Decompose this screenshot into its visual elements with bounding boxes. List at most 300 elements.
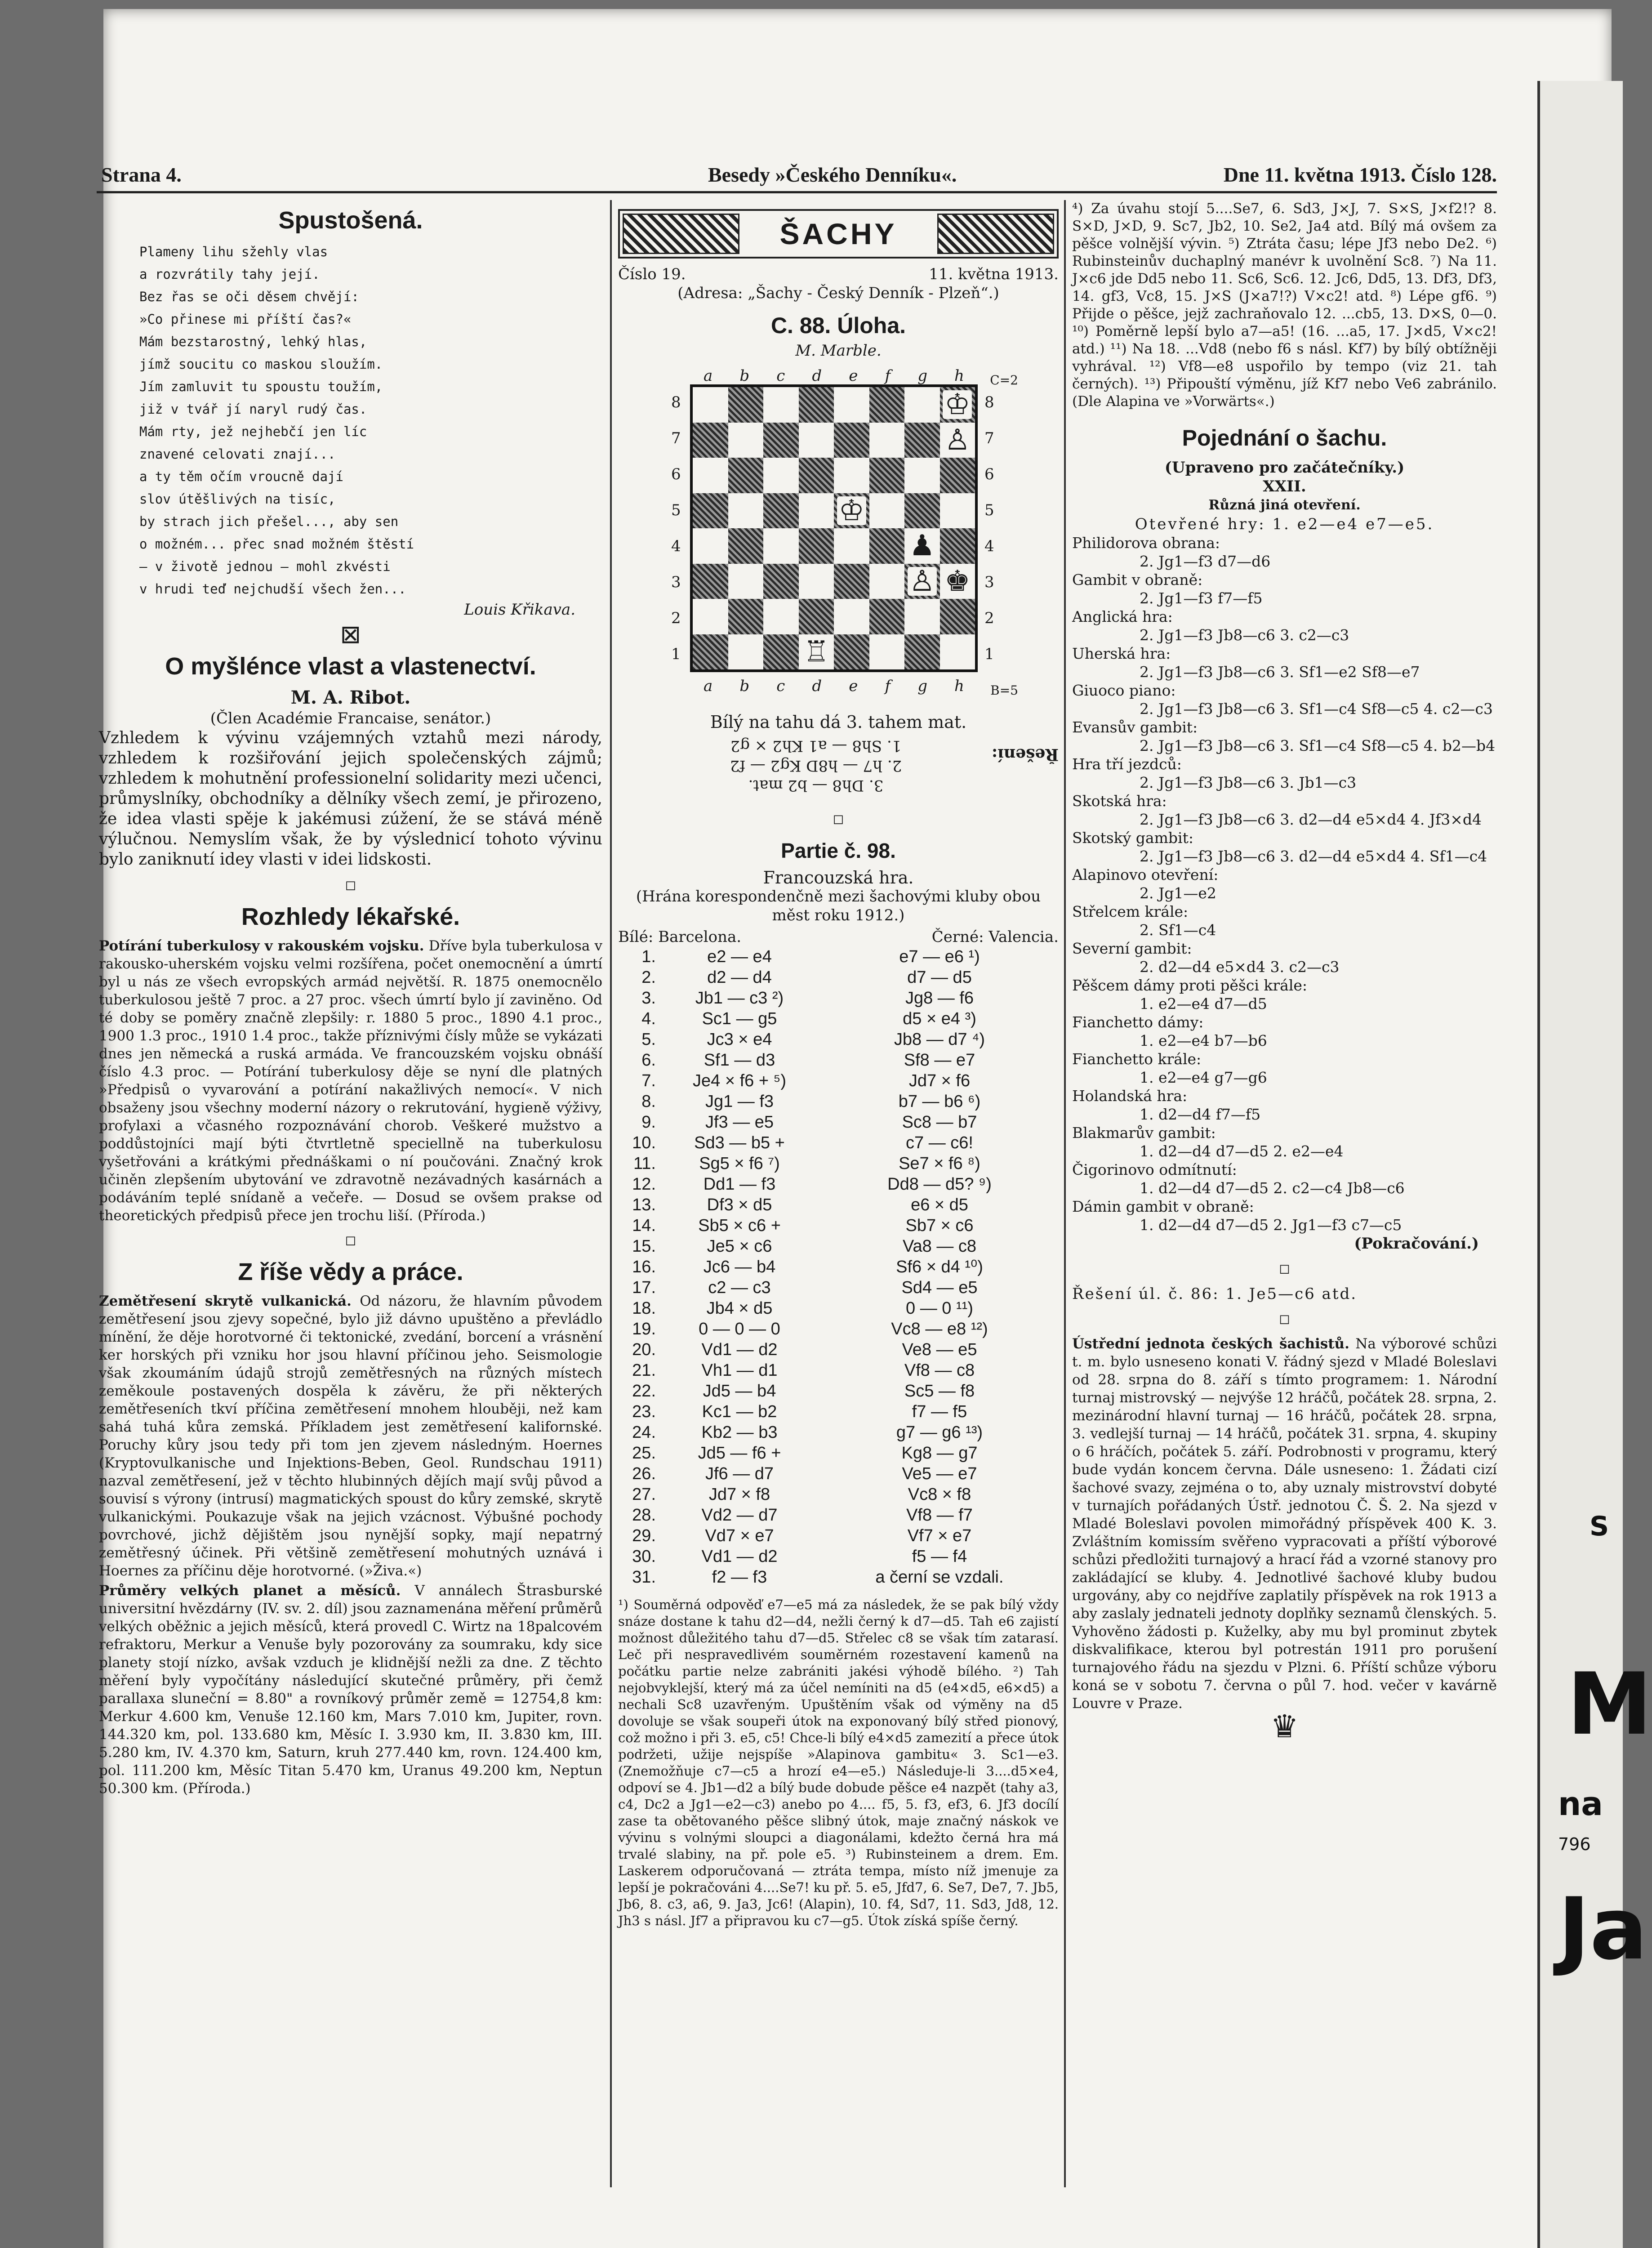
white-move: Vd1 — d2 xyxy=(701,1547,778,1566)
chess-section-title: ŠACHY xyxy=(779,217,897,250)
poem-line: Jím zamluvit tu spoustu toužím, xyxy=(139,379,383,394)
move-number: 30. xyxy=(632,1547,656,1566)
file-label: d xyxy=(812,677,822,695)
opening-line: 1. e2—e4 d7—d5 xyxy=(1140,995,1267,1012)
board-square xyxy=(904,634,940,670)
opening-name: Střelcem krále: xyxy=(1072,903,1189,920)
article-body xyxy=(99,1292,602,1580)
solution-lines xyxy=(672,736,960,795)
board-square xyxy=(940,458,975,493)
board-square xyxy=(834,423,869,458)
opening-name: Fianchetto krále: xyxy=(1072,1050,1202,1068)
file-label: f xyxy=(885,367,891,385)
black-move: Vc8 × f8 xyxy=(908,1485,971,1504)
board-square xyxy=(728,493,764,529)
opening-line: 2. Sf1—c4 xyxy=(1140,921,1216,939)
opening-line: 2. Jg1—f3 f7—f5 xyxy=(1140,589,1263,607)
poem-line: by strach jich přešel..., aby sen xyxy=(139,514,399,529)
file-label: g xyxy=(917,677,927,695)
move-number: 21. xyxy=(632,1361,656,1380)
opening-name: Pěšcem dámy proti pěšci krále: xyxy=(1072,977,1308,994)
move-number: 25. xyxy=(632,1444,656,1463)
board-square xyxy=(869,528,905,564)
black-move: a černí se vzdali. xyxy=(875,1568,1004,1587)
game-title: Partie č. 98. xyxy=(781,839,896,862)
move-number: 15. xyxy=(632,1237,656,1256)
move-row xyxy=(618,1360,1059,1381)
file-label: h xyxy=(954,367,964,385)
rank-label: 4 xyxy=(671,537,681,555)
white-move: e2 — e4 xyxy=(707,947,772,966)
white-move: Jd5 — f6 + xyxy=(698,1444,781,1463)
poem-line: jímž soucitu co maskou sloužím. xyxy=(139,357,383,372)
board-square xyxy=(869,564,905,599)
rank-label: 6 xyxy=(671,465,681,483)
board-square xyxy=(763,599,799,634)
board-square xyxy=(904,493,940,529)
strip-fragment: M xyxy=(1567,1655,1652,1754)
black-piece-count: C=2 xyxy=(990,373,1018,388)
article-affiliation: (Člen Académie Francaise, senátor.) xyxy=(210,709,491,727)
article-lead: Potírání tuberkulosy v rakouském vojsku. xyxy=(99,938,424,954)
black-move: e6 × d5 xyxy=(911,1195,968,1214)
openings-list xyxy=(1072,534,1497,1234)
rank-label: 3 xyxy=(671,573,681,591)
column-divider xyxy=(1064,200,1066,2187)
move-number: 19. xyxy=(632,1320,656,1338)
black-move: Kg8 — g7 xyxy=(901,1444,978,1463)
lesson-section: Různá jiná otevření. xyxy=(1208,497,1361,513)
move-row xyxy=(618,1401,1059,1422)
opening-line: 2. Jg1—f3 Jb8—c6 3. d2—d4 e5×d4 4. Jf3×d4 xyxy=(1140,811,1482,828)
opening-name: Giuoco piano: xyxy=(1072,682,1176,699)
rank-label: 4 xyxy=(984,537,994,555)
rank-label: 7 xyxy=(984,429,994,447)
crown-icon: ♛ xyxy=(1270,1708,1299,1745)
board-square xyxy=(940,493,975,529)
black-move: Ve5 — e7 xyxy=(902,1464,977,1483)
board-square xyxy=(869,634,905,670)
article-body: Vzhledem k vývinu vzájemných vztahů mezi národy, vzhledem k rozšiřování jejich společenských zájmů; vzhledem k mohutnění professionelní solidarity mezi učenci, průmyslníky, obchodníky a dělníky všech zemí, je přirozeno, že idea vlasti spěje k jakémusi zúžení, že se stává méně výlučnou. Nemyslím však, že by výslednicí tohoto vývinu bylo zaniknutí idey vlasti v idei lidskosti. xyxy=(99,729,602,869)
move-row xyxy=(618,967,1059,988)
move-row xyxy=(618,1381,1059,1401)
black-move: Jg8 — f6 xyxy=(905,989,974,1008)
board-files-top xyxy=(690,366,978,385)
opening-line: 2. Jg1—f3 Jb8—c6 3. Jb1—c3 xyxy=(1140,774,1357,791)
white-move: Vd2 — d7 xyxy=(701,1506,778,1525)
file-label: h xyxy=(954,677,964,695)
game-opening: Francouzská hra. xyxy=(763,868,914,888)
black-move: Vf8 — c8 xyxy=(904,1361,975,1380)
article-lead: Zemětřesení skrytě vulkanická. xyxy=(99,1293,352,1309)
black-move: c7 — c6! xyxy=(906,1133,973,1152)
article-title: Z říše vědy a práce. xyxy=(238,1258,463,1285)
board-ranks-right xyxy=(984,384,994,672)
file-label: f xyxy=(885,677,891,695)
black-move: Sd4 — e5 xyxy=(901,1278,978,1297)
move-row xyxy=(618,1339,1059,1360)
move-row xyxy=(618,988,1059,1008)
game-note: (Hrána korespondenčně mezi šachovými kluby obou měst roku 1912.) xyxy=(636,888,1041,924)
poem-line: v hrudi teď nejchudší všech žen... xyxy=(139,581,406,597)
poem-author: Louis Křikava. xyxy=(464,601,575,619)
move-row xyxy=(618,1174,1059,1195)
article-body xyxy=(99,937,602,1225)
board-square xyxy=(799,564,834,599)
chess-piece-icon: ♚ xyxy=(943,567,972,596)
chess-issue-row xyxy=(618,265,1059,284)
white-player: Bílé: Barcelona. xyxy=(618,928,742,946)
opening-line: 1. d2—d4 d7—d5 2. c2—c4 Jb8—c6 xyxy=(1140,1179,1405,1197)
board-square xyxy=(834,528,869,564)
column-divider xyxy=(610,200,612,2187)
poem-line: o možném... přec snad možném štěstí xyxy=(139,536,414,552)
opening-name: Anglická hra: xyxy=(1072,608,1173,625)
move-number: 13. xyxy=(632,1195,656,1214)
opening-name: Severní gambit: xyxy=(1072,940,1192,957)
article-text: Od názoru, že hlavním původem zemětřesení jsou zjevy sopečné, bylo již dávno upuštěno a převládlo mínění, že děje horotvorné či tektonické, zvedání, borcení a vrásnění ker horských při vzniku hor jsou hlavní příčinou jeho. Seismologie však zkoumáním údajů strojů zemětřesných na různých místech zeměkoule postavených dospěla k závěru, že při některých zemětřeseních tkví příčina zemětřesení mnohem hlouběji, než kam sahá tuhá kůra zemská. Příkladem jest zemětřesení kalifornské. Poruchy kůry jsou tedy při tom jen zjevem následným. Hoernes (Kryptovulkanische und Injektions-Beben, Geol. Rundschau 1911) nazval zemětřesení, jež v těchto hlubinných dějích mají svůj původ a souvisí s výrony (intrusí) magmatických spoust do kůry zemské, skrytě vulkanickými. Poukazuje však na jejich vzácnost. Výbušné pochody povrchové, jichž dějištěm jsou nynější sopky, mají nepatrný zemětřesný účinek. Při většině zemětřesení mohutných uznává i Hoernes za příčinu děje horotvorné. (»Živa.«) xyxy=(99,1293,602,1579)
board-square xyxy=(940,423,975,458)
move-number: 24. xyxy=(632,1423,656,1442)
move-row xyxy=(618,1215,1059,1236)
board-square xyxy=(940,387,975,423)
lesson-number: XXII. xyxy=(1263,477,1306,495)
black-move: g7 — g6 ¹³) xyxy=(896,1423,983,1442)
move-number: 29. xyxy=(632,1526,656,1545)
rank-label: 7 xyxy=(671,429,681,447)
white-move: c2 — c3 xyxy=(708,1278,771,1297)
board-square xyxy=(763,634,799,670)
board-square xyxy=(693,528,728,564)
move-row xyxy=(618,1546,1059,1567)
move-number: 9. xyxy=(641,1113,656,1132)
board-square xyxy=(763,528,799,564)
chess-issue-date: 11. května 1913. xyxy=(929,265,1059,283)
black-move: Vf7 × e7 xyxy=(907,1526,972,1545)
board-square xyxy=(940,528,975,564)
black-move: Jd7 × f6 xyxy=(908,1071,971,1090)
board-square xyxy=(693,634,728,670)
board-square xyxy=(728,634,764,670)
rank-label: 5 xyxy=(984,501,994,519)
white-move: Sd3 — b5 + xyxy=(694,1133,785,1152)
move-row xyxy=(618,1422,1059,1443)
move-row xyxy=(618,1567,1059,1588)
file-label: b xyxy=(739,367,750,385)
board-square xyxy=(728,458,764,493)
white-move: Sg5 × f6 ⁷) xyxy=(699,1154,780,1173)
rank-label: 6 xyxy=(984,465,994,483)
file-label: b xyxy=(739,677,750,695)
adjacent-page-strip xyxy=(1537,81,1652,2248)
board-square xyxy=(869,423,905,458)
white-move: Jb1 — c3 ²) xyxy=(695,989,784,1008)
opening-name: Alapinovo otevření: xyxy=(1072,866,1219,883)
separator: ◻ xyxy=(833,811,844,827)
white-move: Kb2 — b3 xyxy=(701,1423,778,1442)
solution-label: Řešení: xyxy=(991,745,1059,764)
white-move: Jc3 × e4 xyxy=(707,1030,772,1049)
opening-line: 2. Jg1—f3 Jb8—c6 3. d2—d4 e5×d4 4. Sf1—c4 xyxy=(1140,847,1487,865)
strip-fragment: Ja xyxy=(1558,1879,1648,1979)
opening-name: Evansův gambit: xyxy=(1072,718,1198,736)
black-move: f7 — f5 xyxy=(912,1402,967,1421)
white-move: Jf6 — d7 xyxy=(705,1464,774,1483)
chess-piece-icon: ♔ xyxy=(837,496,866,525)
black-move: Ve8 — e5 xyxy=(902,1340,977,1359)
black-move: Sf8 — e7 xyxy=(904,1051,975,1070)
black-move: Sc8 — b7 xyxy=(902,1113,977,1132)
lesson-title: Pojednání o šachu. xyxy=(1182,425,1387,450)
board-square xyxy=(799,387,834,423)
game-notes-continued: ⁴) Za úvahu stojí 5....Se7, 6. Sd3, J×J, 7. S×S, J×f2!? 8. S×D, J×D, 9. Sc7, Jb2, 10. Se2, Ja4 atd. Bílý má ovšem za pěšce volnější vývin. ⁵) Ztráta času; lépe Jf3 nebo De2. ⁶) Rubinsteinův duchaplný manévr k uvolnění Sc8. ⁷) Na 11. J×c6 jde Dd5 nebo 11. Sc6, Sc6. 12. Jc6, Dd5, 13. Df3, Df3, 14. gf3, Vc8, 15. J×S (J×a7!?) V×c2! atd. ⁸) Lépe gf6. ⁹) Přijde o pěšce, jejž zachraňovalo 12. ...cb5, 13. D×S, 0—0. ¹⁰) Poměrně lepší bylo a7—a5! (16. ...a5, 17. J×d5, V×c2! atd.) ¹¹) Na 18. ...Vd8 (nebo f6 s násl. Kf7) by bílý obtížněji vyhrával. ¹²) Vf8—e8 uspořilo by tempo (viz 21. tah černých). ¹³) Připouští výměnu, jíž Kf7 nebo Ve6 zabránilo. (Dle Alapina ve »Vorwärts«.) xyxy=(1072,201,1497,410)
black-move: Va8 — c8 xyxy=(902,1237,977,1256)
board-square xyxy=(763,458,799,493)
black-move: b7 — b6 ⁶) xyxy=(898,1092,981,1111)
move-row xyxy=(618,1050,1059,1070)
board-square xyxy=(693,387,728,423)
move-number: 2. xyxy=(641,968,656,987)
chess-diagram xyxy=(668,366,1018,713)
board-square xyxy=(693,423,728,458)
board-square xyxy=(799,423,834,458)
article-body xyxy=(99,1582,602,1798)
black-move: Sc5 — f8 xyxy=(904,1382,975,1401)
move-number: 10. xyxy=(632,1133,656,1152)
rank-label: 5 xyxy=(671,501,681,519)
strip-fragment: S xyxy=(1590,1511,1609,1542)
rank-label: 8 xyxy=(671,393,681,411)
board-square xyxy=(940,564,975,599)
board-square xyxy=(799,528,834,564)
chess-board xyxy=(690,384,978,672)
move-number: 6. xyxy=(641,1051,656,1070)
opening-line: 2. Jg1—f3 Jb8—c6 3. Sf1—c4 Sf8—c5 4. c2—c3 xyxy=(1140,700,1493,718)
move-number: 31. xyxy=(632,1568,656,1587)
poem-line: slov útěšlivých na tisíc, xyxy=(139,491,336,507)
move-row xyxy=(618,1277,1059,1298)
board-square xyxy=(869,493,905,529)
poem-line: Plameny lihu sžehly vlas xyxy=(139,244,328,259)
move-row xyxy=(618,1236,1059,1257)
problem-86-solution: Řešení úl. č. 86: 1. Je5—c6 atd. xyxy=(1072,1285,1358,1303)
black-move: Sb7 × c6 xyxy=(905,1216,974,1235)
board-square xyxy=(728,599,764,634)
game-notes: ¹) Souměrná odpověď e7—e5 má za následek, že se pak bílý vždy snáze dostane k tahu d2—d4, nežli černý k d7—d5. Tah e6 zajistí možnost důležitého tahu d7—d5. Střelec c8 se však tím zatarasí. Leč při nespravedlivém souměrném rozestavení kamenů na počátku partie nelze zabrániti jakési výhodě bílého. ²) Tah nejobvyklejší, který má za účel nemíniti na d5 (e4×d5, e6×d5) a nechali Sc8 uzavřeným. Upuštěním však od výměny na d5 dovoluje se však soupeři útok na exponovaný bílý střed pionový, což možno i při 3. e5, c5! Chce-li bílý e4×d5 zamezití a přece útok podržeti, užije nejspíše »Alapinova gambitu« 3. Sc1—e3. (Znemožňuje c7—c5 a hrozí e4—e5.) Následuje-li 3....d5×e4, odpoví se 4. Jb1—d2 a bílý bude dobude pěšce e4 nazpět (tahy a3, c4, Dc2 a Jg1—e2—c3) anebo po 4.... f5, 5. f3, ef3, 6. Jf3 docílí zase ta obětovaného pěšce slibný útok, maje značný náskok ve vývinu s volnými sloupci a diagonálami, kdežto černá hra má trvalé slabiny, na př. pole e5. ³) Rubinsteinem a drem. Em. Laskerem odporučovaná — ztráta tempa, místo níž jmenuje za lepší je pokračováni 4....Se7! ku př. 5. e5, Jfd7, 6. Se7, De7, 7. Jb5, Jb6, 8. c3, a6, 9. Ja3, Jc6! (Alapin), 10. f4, Sd7, 11. Sd3, Jd8, 12. Jh3 s násl. Jf7 a připravou ku c7—g5. Útok získá spíše černý. xyxy=(618,1597,1059,1928)
move-number: 17. xyxy=(632,1278,656,1297)
white-move: Dd1 — f3 xyxy=(703,1175,776,1194)
opening-name: Skotský gambit: xyxy=(1072,829,1193,847)
black-move: d5 × e4 ³) xyxy=(903,1009,976,1028)
board-square xyxy=(763,423,799,458)
board-square xyxy=(834,387,869,423)
board-square xyxy=(799,493,834,529)
black-player: Černé: Valencia. xyxy=(931,928,1059,946)
board-square xyxy=(693,564,728,599)
chess-piece-icon: ♙ xyxy=(943,426,972,455)
white-move: Jb4 × d5 xyxy=(706,1299,773,1318)
page-header xyxy=(97,157,1497,193)
board-square xyxy=(869,599,905,634)
move-number: 27. xyxy=(632,1485,656,1504)
opening-line: 2. Jg1—e2 xyxy=(1140,884,1216,902)
lesson-subtitle: (Upraveno pro začátečníky.) xyxy=(1164,459,1405,477)
board-square xyxy=(728,423,764,458)
move-number: 8. xyxy=(641,1092,656,1111)
board-square xyxy=(834,634,869,670)
move-number: 28. xyxy=(632,1506,656,1525)
black-move: Sf6 × d4 ¹⁰) xyxy=(896,1258,983,1276)
opening-line: 1. d2—d4 d7—d5 2. e2—e4 xyxy=(1140,1142,1344,1160)
board-square xyxy=(728,564,764,599)
white-move: Vd7 × e7 xyxy=(705,1526,774,1545)
chess-address: (Adresa: „Šachy - Český Denník - Plzeň“.) xyxy=(677,284,999,302)
opening-line: 2. Jg1—f3 Jb8—c6 3. Sf1—e2 Sf8—e7 xyxy=(1140,663,1420,681)
rank-label: 2 xyxy=(671,609,681,627)
move-row xyxy=(618,1443,1059,1463)
ornament-icon: ⊠ xyxy=(340,620,361,649)
separator: ◻ xyxy=(345,877,356,893)
opening-line: 1. e2—e4 g7—g6 xyxy=(1140,1069,1267,1086)
move-number: 26. xyxy=(632,1464,656,1483)
black-move: Dd8 — d5? ⁹) xyxy=(887,1175,992,1194)
white-move: Je4 × f6 + ⁵) xyxy=(693,1071,786,1090)
strip-fragment: 796 xyxy=(1558,1834,1591,1854)
article-text: V annálech Štrasburské universitní hvězdárny (IV. sv. 2. díl) jsou zaznamenána měření průměrů velkých oběžnic a jejich měsíců, která provedl C. Wirtz na 18palcovém refraktoru, Merkur a Venuše byly pozorovány za soumraku, kdy sice planety stojí nízko, avšak vzduch je klidnější nežli za dne. Z těchto měření byly vypočítány následující skutečné průměry, při čemž parallaxa sluneční = 8.80" a rovníkový průměr země = 12754,8 km: Merkur 4.600 km, Venuše 12.160 km, Mars 7.010 km, Jupiter, rovn. 144.320 km, pol. 133.680 km, Měsíc I. 3.930 km, II. 3.830 km, III. 5.280 km, IV. 4.370 km, Saturn, kruh 277.440 km, rovn. 124.400 km, pol. 111.200 km, Měsíc Titan 5.470 km, Uranus 49.200 km, Neptun 50.300 km. (Příroda.) xyxy=(99,1583,602,1797)
move-row xyxy=(618,1008,1059,1029)
board-square xyxy=(940,634,975,670)
file-label: e xyxy=(849,677,858,695)
move-row xyxy=(618,1133,1059,1153)
white-move: Df3 × d5 xyxy=(707,1195,772,1214)
poem-body xyxy=(99,241,602,600)
white-move: d2 — d4 xyxy=(707,968,772,987)
solution-line: 3. Dh8 — b2 mat. xyxy=(748,776,884,794)
move-number: 1. xyxy=(641,947,656,966)
lesson-intro: Otevřené hry: 1. e2—e4 e7—e5. xyxy=(1135,515,1434,533)
game-players xyxy=(618,928,1059,946)
black-move: Vc8 — e8 ¹²) xyxy=(891,1320,988,1338)
file-label: d xyxy=(812,367,822,385)
problem-author: M. Marble. xyxy=(795,342,882,360)
opening-line: 1. e2—e4 b7—b6 xyxy=(1140,1032,1267,1049)
white-move: f2 — f3 xyxy=(712,1568,767,1587)
union-report xyxy=(1072,1335,1497,1713)
white-piece-count: B=5 xyxy=(990,683,1018,698)
white-move: Vd1 — d2 xyxy=(701,1340,778,1359)
black-move: f5 — f4 xyxy=(912,1547,967,1566)
board-square xyxy=(904,423,940,458)
paper-name: Besedy »Českého Denníku«. xyxy=(708,163,957,186)
white-move: Jd7 × f8 xyxy=(708,1485,770,1504)
board-square xyxy=(869,458,905,493)
file-label: g xyxy=(917,367,927,385)
move-row xyxy=(618,1070,1059,1091)
opening-name: Holandská hra: xyxy=(1072,1087,1188,1105)
board-square xyxy=(834,564,869,599)
strip-fragment: na xyxy=(1558,1785,1603,1823)
opening-line: 1. d2—d4 f7—f5 xyxy=(1140,1106,1261,1123)
move-number: 7. xyxy=(641,1071,656,1090)
black-move: e7 — e6 ¹) xyxy=(899,947,980,966)
poem-line: — v životě jednou — mohl zkvésti xyxy=(139,559,391,574)
board-square xyxy=(869,387,905,423)
move-number: 14. xyxy=(632,1216,656,1235)
move-number: 22. xyxy=(632,1382,656,1401)
white-move: Jg1 — f3 xyxy=(705,1092,774,1111)
file-label: e xyxy=(849,367,858,385)
article-author: M. A. Ribot. xyxy=(290,687,411,708)
board-square xyxy=(728,528,764,564)
article-title: Rozhledy lékařské. xyxy=(241,903,460,930)
opening-name: Čigorinovo odmítnutí: xyxy=(1072,1161,1237,1178)
chess-piece-icon: ♙ xyxy=(908,567,937,596)
board-square xyxy=(763,564,799,599)
poem-line: již v tvář jí naryl rudý čas. xyxy=(139,401,367,417)
board-files-bottom xyxy=(690,677,978,696)
board-square xyxy=(904,528,940,564)
opening-name: Philidorova obrana: xyxy=(1072,534,1220,552)
separator: ◻ xyxy=(345,1232,356,1248)
opening-name: Hra tří jezdců: xyxy=(1072,755,1182,773)
opening-name: Gambit v obraně: xyxy=(1072,571,1203,589)
file-label: a xyxy=(704,367,713,385)
page-number: Strana 4. xyxy=(101,163,182,186)
board-square xyxy=(799,634,834,670)
white-move: Sc1 — g5 xyxy=(702,1009,777,1028)
solution-line: 2. h7 — h8D Kg2 — f2 xyxy=(730,757,902,775)
opening-line: 2. Jg1—f3 d7—d6 xyxy=(1140,553,1271,570)
move-row xyxy=(618,1091,1059,1112)
article-title: O myšlénce vlast a vlastenectví. xyxy=(165,653,536,680)
poem-line: a rozvrátily tahy její. xyxy=(139,267,320,282)
black-move: d7 — d5 xyxy=(907,968,972,987)
black-move: Jb8 — d7 ⁴) xyxy=(894,1030,985,1049)
column-right xyxy=(1072,200,1497,1745)
move-number: 5. xyxy=(641,1030,656,1049)
move-row xyxy=(618,1298,1059,1319)
rank-label: 3 xyxy=(984,573,994,591)
chess-piece-icon: ♟ xyxy=(908,531,937,560)
board-square xyxy=(834,458,869,493)
column-left xyxy=(99,200,602,1799)
moves-table xyxy=(618,946,1059,1588)
move-number: 23. xyxy=(632,1402,656,1421)
board-square xyxy=(904,387,940,423)
file-label: a xyxy=(704,677,713,695)
board-square xyxy=(834,599,869,634)
move-row xyxy=(618,1463,1059,1484)
separator: ◻ xyxy=(1279,1311,1290,1327)
board-square xyxy=(693,458,728,493)
file-label: c xyxy=(776,367,785,385)
board-square xyxy=(904,564,940,599)
move-number: 12. xyxy=(632,1175,656,1194)
opening-line: 2. Jg1—f3 Jb8—c6 3. c2—c3 xyxy=(1140,626,1349,644)
rank-label: 1 xyxy=(984,645,994,663)
checker-ornament-icon xyxy=(937,214,1054,254)
problem-solution xyxy=(618,736,1059,803)
board-square xyxy=(693,493,728,529)
move-number: 18. xyxy=(632,1299,656,1318)
board-square xyxy=(904,599,940,634)
union-lead: Ústřední jednota českých šachistů. xyxy=(1072,1336,1349,1352)
black-move: Se7 × f6 ⁸) xyxy=(899,1154,980,1173)
opening-name: Blakmarův gambit: xyxy=(1072,1124,1216,1142)
white-move: Jc6 — b4 xyxy=(703,1258,776,1276)
move-number: 16. xyxy=(632,1258,656,1276)
move-row xyxy=(618,1484,1059,1505)
